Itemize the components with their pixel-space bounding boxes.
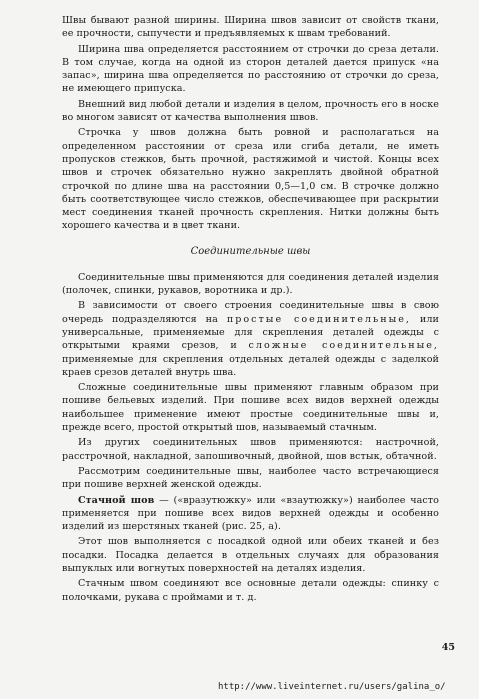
paragraph-seam-width: Швы бывают разной ширины. Ширина швов зависит от свойств ткани, ее прочности, сыпучести и предъявляемых к швам требований.: [62, 15, 439, 40]
paragraph-consider: Рассмотрим соединительные швы, наиболее часто встречающиеся при пошиве верхней женской одежды.: [62, 465, 439, 491]
term-simple-seams: простые соединительные,: [226, 313, 411, 325]
section-title: Соединительные швы: [190, 245, 311, 257]
page-number: 45: [441, 642, 455, 653]
paragraph-other-seams: Из других соединительных швов применяются: настрочной, расстрочной, накладной, запошивочный, двойной, шов встык, обтачной.: [62, 437, 439, 462]
text-segment: применяемые для скрепления отдельных деталей одежды с заделкой краев срезов деталей внутрь шва.: [62, 353, 439, 378]
term-plain-seam: Стачной шов: [78, 494, 155, 506]
paragraph-stitch-quality: Строчка у швов должна быть ровной и располагаться на определенном расстоянии от среза или сгиба детали, не иметь пропусков стежков, быть прочной, растяжимой и чистой. Концы всех швов и строчек обязательно нужно закреплять двойной обратной строчкой по длине шва на расстоянии 0,5—1,0 см. В строчке должно быть соответствующее число стежков, обеспечивающее при раскрытии мест соединения тканей прочность скрепления. Нитки должны быть хорошего качества и в цвет ткани.: [62, 127, 439, 232]
paragraph-seam-width-definition: Ширина шва определяется расстоянием от строчки до среза детали. В том случае, когда на одной из сторон деталей дается припуск «на запас», ширина шва определяется по расстоянию от строчки до среза, не имеющего припуска.: [62, 43, 439, 95]
paragraph-joining-seams: Соединительные швы применяются для соединения деталей изделия (полочек, спинки, рукавов, воротника и др.).: [62, 271, 439, 297]
text-segment: — («вразутюжку» или «взаутюжку») наиболее часто применяется при пошиве всех видов верхней одежды и особенно изделий из шерстяных тканей (рис. 25, а).: [62, 494, 439, 533]
paragraph-easing: Этот шов выполняется с посадкой одной или обеих тканей и без посадки. Посадка делается в отдельных случаях для образования выпуклых или вогнутых поверхностей на деталях изделия.: [62, 536, 439, 574]
paragraph-plain-seam-usage: Стачным швом соединяют все основные детали одежды: спинку с полочками, рукава с проймами и т. д.: [62, 578, 439, 603]
paragraph-appearance: Внешний вид любой детали и изделия в целом, прочность его в носке во многом зависят от качества выполнения швов.: [62, 98, 439, 124]
paragraph-seam-classification: [62, 299, 439, 379]
footer-url: http://www.liveinternet.ru/users/galina_o/: [218, 682, 446, 692]
text-segment: В зависимости от своего строения соединительные швы в свою очередь подразделяются на: [62, 300, 439, 325]
term-complex-seams: сложные соединительные,: [248, 340, 439, 352]
paragraph-complex-seams: Сложные соединительные швы применяют главным образом при пошиве бельевых изделий. При пошиве всех видов верхней одежды наибольшее применение имеют простые соединительные швы и, прежде всего, простой открытый шов, называемый стачным.: [62, 382, 439, 434]
paragraph-plain-seam: [62, 494, 439, 534]
text-segment: или универсальные, применяемые для скрепления деталей одежды с открытыми краями срезов, и: [62, 313, 439, 352]
